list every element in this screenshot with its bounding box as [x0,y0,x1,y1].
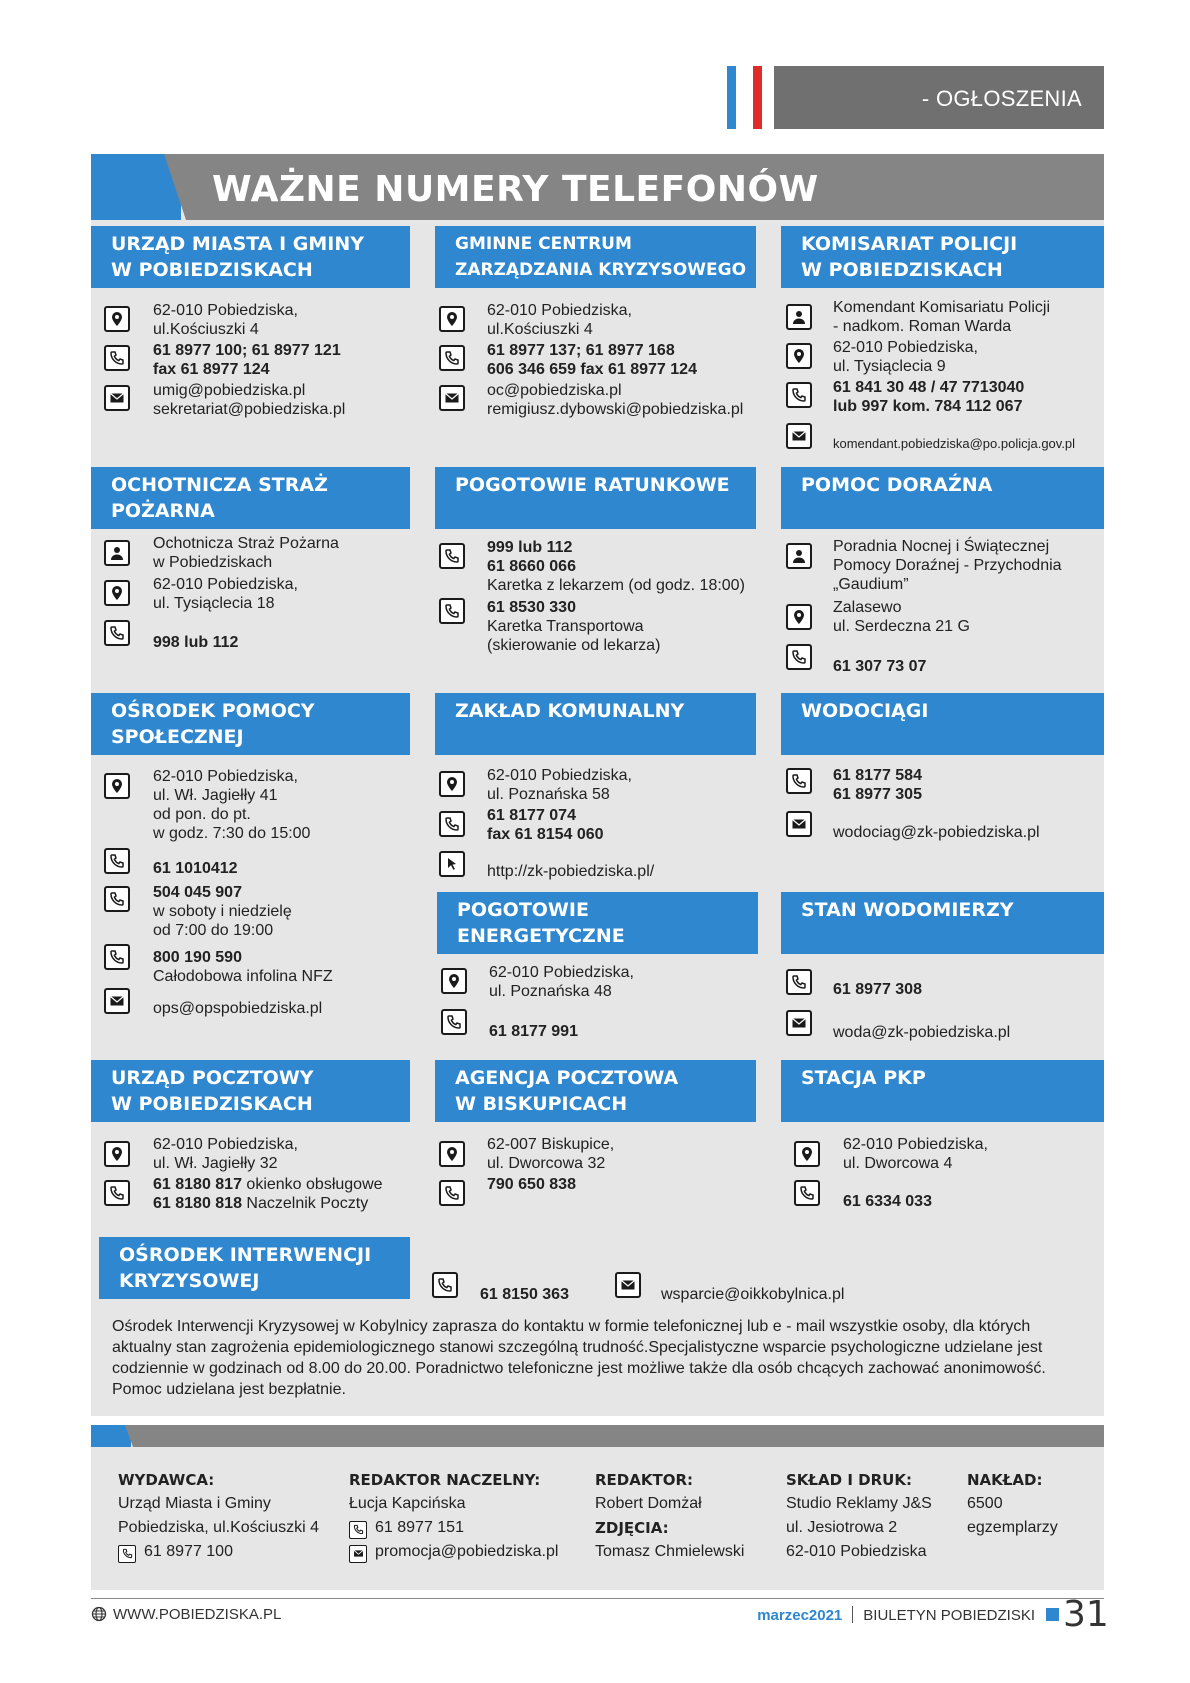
phone-icon [104,1180,130,1206]
pogotowie-phone-1[interactable]: 999 lub 112 61 8660 066 Karetka z lekarzem (od godz. 18:00) [487,539,745,594]
policja-email[interactable]: komendant.pobiedziska@po.policja.gov.pl [833,436,1076,451]
pin-icon [439,1141,465,1167]
pomoc-phone[interactable]: 61 307 73 07 [833,658,927,675]
page-number: 31 [1063,1594,1109,1635]
flag-stripe-red [753,66,762,129]
pin-icon [104,306,130,332]
umig-address: 62-010 Pobiedziska, ul.Kościuszki 4 [153,302,298,338]
phone-icon [104,620,130,646]
phone-icon [432,1272,458,1298]
pin-icon [441,968,467,994]
section-header [774,66,1104,129]
ops-phone-3[interactable]: 800 190 590 Całodobowa infolina NFZ [153,949,333,985]
energ-phone[interactable]: 61 8177 991 [489,1023,578,1040]
pin-icon [786,343,812,369]
cursor-icon [439,851,465,877]
phone-icon [439,598,465,624]
gczk-phone[interactable]: 61 8977 137; 61 8977 168 606 346 659 fax 61 8977 124 [487,342,697,378]
heading-osp: OCHOTNICZA STRAŻ POŻARNA [91,467,410,529]
flag-stripe-white [740,66,749,129]
phone-icon [439,543,465,569]
zk-phone[interactable]: 61 8177 074 fax 61 8154 060 [487,807,604,843]
policja-phone[interactable]: 61 841 30 48 / 47 7713040 lub 997 kom. 784 112 067 [833,379,1025,415]
oik-phone[interactable]: 61 8150 363 [480,1286,569,1303]
website-link[interactable]: WWW.POBIEDZISKA.PL [91,1606,281,1623]
pogotowie-phone-2[interactable]: 61 8530 330 Karetka Transportowa (skierowanie od lekarza) [487,599,661,654]
phone-icon [349,1521,367,1539]
pin-icon [794,1141,820,1167]
wodomierz-email[interactable]: woda@zk-pobiedziska.pl [833,1024,1011,1041]
ops-phone-2[interactable]: 504 045 907 w soboty i niedzielę od 7:00 do 19:00 [153,884,292,939]
pin-icon [786,604,812,630]
user-icon [104,540,130,566]
section-label: - OGŁOSZENIA [921,86,1082,111]
ops-phone-1[interactable]: 61 1010412 [153,860,238,877]
heading-pkp: STACJA PKP [781,1060,1104,1122]
heading-zk: ZAKŁAD KOMUNALNY [435,693,756,755]
imprint-sklad: SKŁAD I DRUK: Studio Reklamy J&S ul. Jesiotrowa 2 62-010 Pobiedziska [786,1471,932,1560]
mail-icon [786,423,812,449]
phone-icon [786,969,812,995]
mail-icon [615,1272,641,1298]
pomoc-address: Zalasewo ul. Serdeczna 21 G [833,599,970,635]
wodociagi-phone[interactable]: 61 8177 584 61 8977 305 [833,767,922,803]
page-title: WAŻNE NUMERY TELEFONÓW [212,169,819,210]
gczk-address: 62-010 Pobiedziska, ul.Kościuszki 4 [487,302,632,338]
policja-address: 62-010 Pobiedziska, ul. Tysiąclecia 9 [833,339,978,375]
pkp-address: 62-010 Pobiedziska, ul. Dworcowa 4 [843,1136,988,1172]
mail-icon [104,988,130,1014]
phone-icon [104,848,130,874]
wodociagi-email[interactable]: wodociag@zk-pobiedziska.pl [833,824,1040,841]
policja-person: Komendant Komisariatu Policji - nadkom. Roman Warda [833,299,1050,335]
heading-oik: OŚRODEK INTERWENCJI KRYZYSOWEJ [99,1237,410,1299]
footer-rule [91,1598,1104,1599]
pin-icon [439,306,465,332]
heading-policja: KOMISARIAT POLICJI W POBIEDZISKACH [781,226,1104,288]
flag-stripe-blue [727,66,736,129]
user-icon [786,304,812,330]
zk-address: 62-010 Pobiedziska, ul. Poznańska 58 [487,767,632,803]
energ-address: 62-010 Pobiedziska, ul. Poznańska 48 [489,964,634,1000]
heading-pogotowie: POGOTOWIE RATUNKOWE [435,467,756,529]
heading-wodomierz: STAN WODOMIERZY [781,892,1104,954]
phone-icon [786,768,812,794]
phone-icon [441,1009,467,1035]
heading-umig: URZĄD MIASTA I GMINY W POBIEDZISKACH [91,226,410,288]
zk-website[interactable]: http://zk-pobiedziska.pl/ [487,863,655,880]
wodomierz-phone[interactable]: 61 8977 308 [833,981,922,998]
agencja-phone[interactable]: 790 650 838 [487,1176,576,1193]
user-icon [786,543,812,569]
phone-icon [439,1180,465,1206]
gczk-email[interactable]: oc@pobiedziska.pl remigiusz.dybowski@pobiedziska.pl [487,382,744,418]
imprint-accent [91,1425,131,1447]
umig-email[interactable]: umig@pobiedziska.pl sekretariat@pobiedziska.pl [153,382,346,418]
phone-icon [118,1545,136,1563]
phone-icon [104,886,130,912]
mail-icon [349,1545,367,1563]
pin-icon [104,1141,130,1167]
imprint-naklad: NAKŁAD: 6500 egzemplarzy [967,1471,1058,1536]
mail-icon [439,385,465,411]
imprint-redaktor: REDAKTOR: Robert Domżał ZDJĘCIA: Tomasz Chmielewski [595,1471,745,1560]
mail-icon [786,811,812,837]
pkp-phone[interactable]: 61 6334 033 [843,1193,932,1210]
heading-gczk: GMINNE CENTRUM ZARZĄDZANIA KRYZYSOWEGO [435,226,756,288]
phone-icon [786,382,812,408]
heading-ops: OŚRODEK POMOCY SPOŁECZNEJ [91,693,410,755]
mail-icon [104,385,130,411]
pin-icon [104,580,130,606]
poczta-address: 62-010 Pobiedziska, ul. Wł. Jagiełły 32 [153,1136,298,1172]
heading-wodociagi: WODOCIĄGI [781,693,1104,755]
agencja-address: 62-007 Biskupice, ul. Dworcowa 32 [487,1136,615,1172]
oik-description: Ośrodek Interwencji Kryzysowej w Kobylnicy zaprasza do kontaktu w formie telefonicznej lub e - mail wszystkie osoby, dla których aktualny stan zagrożenia epidemiologicznego stanowi szczególną trudność.Specjalistyczne wsparcie psychologiczne udzielane jest codziennie w godzinach od 8.00 do 20.00. Poradnictwo telefoniczne jest możliwe także dla osób chcących zachować anonimowość. Pomoc udzielana jest bezpłatnie. [112,1318,1046,1398]
heading-poczta: URZĄD POCZTOWY W POBIEDZISKACH [91,1060,410,1122]
ops-email[interactable]: ops@opspobiedziska.pl [153,1000,323,1017]
phone-icon [104,944,130,970]
pomoc-person: Poradnia Nocnej i Świątecznej Pomocy Doraźnej - Przychodnia „Gaudium” [833,538,1062,593]
umig-phone[interactable]: 61 8977 100; 61 8977 121 fax 61 8977 124 [153,342,341,378]
imprint-redaktor-naczelny: REDAKTOR NACZELNY: Łucja Kapcińska 61 8977 151 promocja@pobiedziska.pl [349,1468,558,1564]
heading-agencja: AGENCJA POCZTOWA W BISKUPICACH [435,1060,756,1122]
imprint-wydawca: WYDAWCA: Urząd Miasta i Gminy Pobiedziska, ul.Kościuszki 4 61 8977 100 [118,1468,319,1564]
phone-icon [794,1180,820,1206]
osp-address: 62-010 Pobiedziska, ul. Tysiąclecia 18 [153,576,298,612]
phone-icon [439,811,465,837]
pin-icon [104,773,130,799]
imprint-bar [91,1425,1104,1447]
page-marker [1046,1608,1059,1621]
phone-icon [786,644,812,670]
heading-pomoc: POMOC DORAŹNA [781,467,1104,529]
publication-info: marzec2021 BIULETYN POBIEDZISKI [757,1607,1035,1624]
ops-address: 62-010 Pobiedziska, ul. Wł. Jagiełły 41 od pon. do pt. w godz. 7:30 do 15:00 [153,768,311,842]
oik-email[interactable]: wsparcie@oikkobylnica.pl [661,1286,845,1303]
heading-energ: POGOTOWIE ENERGETYCZNE [437,892,758,954]
phone-icon [439,345,465,371]
poczta-phone[interactable]: 61 8180 817 okienko obsługowe 61 8180 818 Naczelnik Poczty [153,1176,383,1212]
osp-phone[interactable]: 998 lub 112 [153,634,239,651]
pin-icon [439,771,465,797]
osp-person: Ochotnicza Straż Pożarna w Pobiedziskach [153,535,339,571]
phone-icon [104,345,130,371]
mail-icon [786,1010,812,1036]
globe-icon [91,1606,107,1622]
